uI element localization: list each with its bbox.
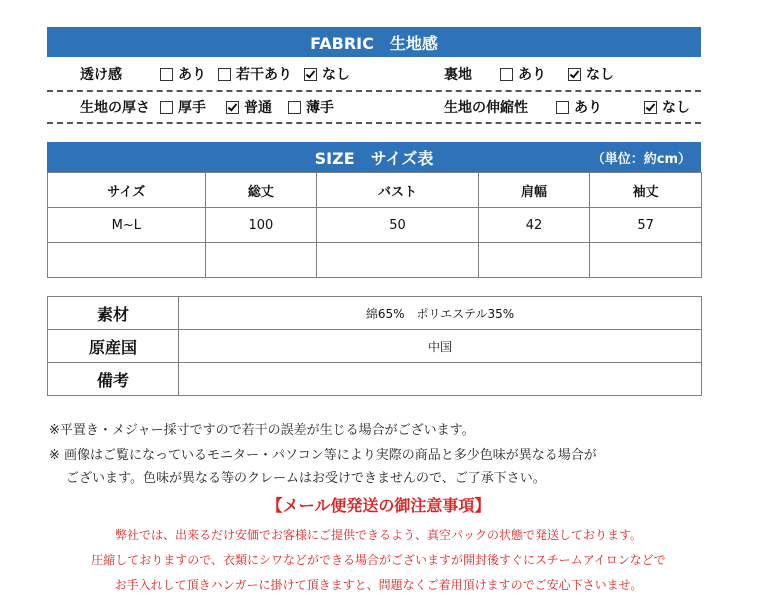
table-row	[48, 297, 702, 330]
table-header-row	[48, 173, 702, 208]
fabric-row-sheerness	[80, 64, 362, 84]
mail-notice-line: 弊社では、出来るだけ安価でお客様にご提供できるよう、真空パックの状態で発送しております。	[114, 528, 643, 542]
checkbox-checked-icon[interactable]	[226, 101, 239, 114]
size-header	[47, 142, 701, 172]
table-cell	[478, 243, 590, 278]
divider	[47, 122, 701, 124]
checkbox-icon[interactable]	[288, 101, 301, 114]
thickness-label: 生地の厚さ	[80, 100, 150, 116]
stretch-option-none[interactable]: なし	[644, 97, 690, 117]
checkbox-icon[interactable]	[500, 68, 513, 81]
sheerness-option-none[interactable]: なし	[304, 64, 350, 84]
note-color: ※ 画像はご覧になっているモニター・パソコン等により実際の商品と多少色味が異なる場合が	[49, 448, 597, 463]
table-cell: M~L	[48, 208, 206, 243]
stretch-label: 生地の伸縮性	[444, 100, 528, 116]
material-table	[47, 296, 702, 396]
table-cell	[317, 243, 479, 278]
table-cell	[48, 243, 206, 278]
size-unit: （単位：約cm）	[591, 151, 691, 167]
table-row	[48, 243, 702, 278]
mail-notice-line: お手入れして頂きハンガーに掛けて頂きますと、問題なくご着用頂けますのでご安心下さいませ。	[114, 578, 643, 592]
checkbox-checked-icon[interactable]	[568, 68, 581, 81]
checkbox-checked-icon[interactable]	[644, 101, 657, 114]
remarks-value	[179, 363, 702, 396]
sheerness-option-slight[interactable]: 若干あり	[218, 64, 292, 84]
checkbox-checked-icon[interactable]	[304, 68, 317, 81]
column-header: 袖丈	[590, 173, 702, 208]
checkbox-icon[interactable]	[218, 68, 231, 81]
size-title: SIZE サイズ表	[314, 148, 434, 168]
thickness-option-thin[interactable]: 薄手	[288, 97, 334, 117]
thickness-option-normal[interactable]: 普通	[226, 97, 272, 117]
material-label: 素材	[48, 297, 179, 330]
size-table	[47, 172, 702, 278]
mail-notice-title: 【メール便発送の御注意事項】	[266, 496, 491, 515]
remarks-label: 備考	[48, 363, 179, 396]
table-row	[48, 363, 702, 396]
table-row	[48, 208, 702, 243]
note-color-cont: ございます。色味が異なる等のクレームはお受けできませんので、ご了承下さい。	[66, 471, 546, 486]
note-measurement: ※平置き・メジャー採寸ですので若干の誤差が生じる場合がございます。	[49, 423, 475, 438]
table-cell: 100	[205, 208, 317, 243]
table-cell: 50	[317, 208, 479, 243]
table-cell: 42	[478, 208, 590, 243]
column-header: 総丈	[205, 173, 317, 208]
lining-option-none[interactable]: なし	[568, 64, 614, 84]
fabric-header	[47, 27, 701, 57]
column-header: 肩幅	[478, 173, 590, 208]
fabric-title: FABRIC 生地感	[310, 33, 438, 53]
checkbox-icon[interactable]	[160, 68, 173, 81]
table-row	[48, 330, 702, 363]
origin-value: 中国	[179, 330, 702, 363]
stretch-option-yes[interactable]: あり	[556, 97, 602, 117]
table-cell	[590, 243, 702, 278]
material-value: 綿65% ポリエステル35%	[179, 297, 702, 330]
lining-option-yes[interactable]: あり	[500, 64, 546, 84]
table-cell: 57	[590, 208, 702, 243]
thickness-option-thick[interactable]: 厚手	[160, 97, 206, 117]
checkbox-icon[interactable]	[556, 101, 569, 114]
sheerness-option-yes[interactable]: あり	[160, 64, 206, 84]
checkbox-icon[interactable]	[160, 101, 173, 114]
sheerness-label: 透け感	[80, 67, 122, 83]
divider	[47, 90, 701, 92]
lining-label: 裏地	[444, 67, 472, 83]
fabric-row-stretch	[444, 97, 702, 117]
mail-notice-line: 圧縮しておりますので、衣類にシワなどができる場合がございますが開封後すぐにスチームアイロンなどで	[91, 553, 666, 567]
fabric-row-lining	[444, 64, 626, 84]
table-cell	[205, 243, 317, 278]
column-header: バスト	[317, 173, 479, 208]
origin-label: 原産国	[48, 330, 179, 363]
fabric-row-thickness	[80, 97, 346, 117]
column-header: サイズ	[48, 173, 206, 208]
